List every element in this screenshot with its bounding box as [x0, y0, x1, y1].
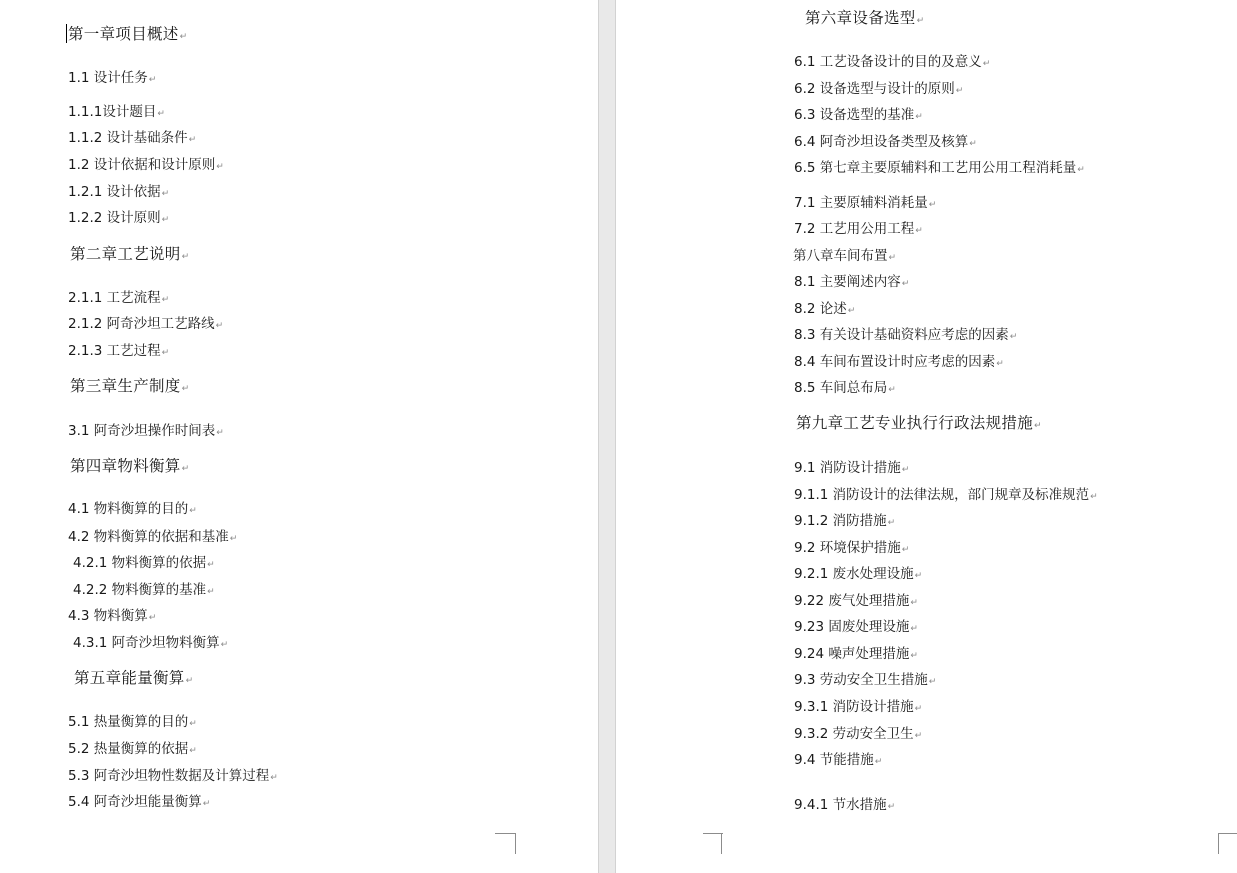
toc-entry[interactable]: 1.2 设计依据和设计原则 ↵ — [68, 157, 224, 175]
toc-entry[interactable]: 9.3 劳动安全卫生措施 ↵ — [794, 672, 936, 690]
chapter-heading[interactable]: 第三章生产制度 ↵ — [70, 377, 189, 398]
toc-entry[interactable]: 9.3.1 消防设计措施 ↵ — [794, 699, 922, 717]
toc-entry[interactable]: 4.3 物料衡算 ↵ — [68, 608, 156, 626]
toc-entry[interactable]: 8.1 主要阐述内容 ↵ — [794, 274, 909, 292]
text-cursor — [66, 24, 67, 43]
toc-entry[interactable]: 9.4.1 节水措施 ↵ — [794, 797, 895, 815]
chapter-heading[interactable]: 第九章工艺专业执行行政法规措施 ↵ — [796, 414, 1042, 435]
toc-entry[interactable]: 1.1 设计任务 ↵ — [68, 70, 156, 88]
toc-entry[interactable]: 2.1.1 工艺流程 ↵ — [68, 290, 169, 308]
toc-entry[interactable]: 9.1 消防设计措施 ↵ — [794, 460, 909, 478]
chapter-heading[interactable]: 第四章物料衡算 ↵ — [70, 457, 189, 478]
toc-entry[interactable]: 9.2 环境保护措施 ↵ — [794, 540, 909, 558]
toc-entry[interactable]: 1.1.1设计题目 ↵ — [68, 104, 165, 122]
toc-entry[interactable]: 1.1.2 设计基础条件 ↵ — [68, 130, 196, 148]
chapter-heading[interactable]: 第二章工艺说明 ↵ — [70, 245, 189, 266]
toc-entry[interactable]: 5.1 热量衡算的目的 ↵ — [68, 714, 197, 732]
toc-entry[interactable]: 9.24 噪声处理措施 ↵ — [794, 646, 918, 664]
corner-mark-icon — [703, 833, 722, 854]
toc-entry[interactable]: 3.1 阿奇沙坦操作时间表 ↵ — [68, 423, 224, 441]
toc-entry[interactable]: 8.2 论述 ↵ — [794, 301, 855, 319]
toc-entry[interactable]: 9.23 固废处理设施 ↵ — [794, 619, 918, 637]
document-page-left[interactable] — [0, 0, 598, 873]
toc-entry[interactable]: 6.3 设备选型的基准 ↵ — [794, 107, 923, 125]
corner-mark-icon — [1218, 833, 1237, 854]
toc-entry[interactable]: 9.2.1 废水处理设施 ↵ — [794, 566, 922, 584]
toc-entry[interactable]: 6.1 工艺设备设计的目的及意义 ↵ — [794, 54, 990, 72]
toc-entry[interactable]: 4.3.1 阿奇沙坦物料衡算 ↵ — [73, 635, 228, 653]
toc-entry[interactable]: 4.2.1 物料衡算的依据 ↵ — [73, 555, 215, 573]
toc-entry[interactable]: 1.2.1 设计依据 ↵ — [68, 184, 169, 202]
toc-entry[interactable]: 8.5 车间总布局 ↵ — [794, 380, 896, 398]
toc-entry[interactable]: 1.2.2 设计原则 ↵ — [68, 210, 169, 228]
toc-entry[interactable]: 6.5 第七章主要原辅料和工艺用公用工程消耗量 ↵ — [794, 160, 1085, 178]
corner-mark-icon — [495, 833, 516, 854]
toc-entry[interactable]: 第八章车间布置 ↵ — [793, 248, 896, 266]
toc-entry[interactable]: 4.1 物料衡算的目的 ↵ — [68, 501, 197, 519]
toc-entry[interactable]: 7.1 主要原辅料消耗量 ↵ — [794, 195, 936, 213]
toc-entry[interactable]: 9.4 节能措施 ↵ — [794, 752, 882, 770]
toc-entry[interactable]: 9.22 废气处理措施 ↵ — [794, 593, 918, 611]
toc-entry[interactable]: 9.1.1 消防设计的法律法规，部门规章及标准规范 ↵ — [794, 487, 1098, 505]
toc-entry[interactable]: 7.2 工艺用公用工程 ↵ — [794, 221, 923, 239]
page-gutter — [598, 0, 616, 873]
toc-entry[interactable]: 9.1.2 消防措施 ↵ — [794, 513, 895, 531]
document-page-right[interactable] — [616, 0, 1237, 873]
toc-entry[interactable]: 8.3 有关设计基础资料应考虑的因素 ↵ — [794, 327, 1017, 345]
toc-entry[interactable]: 5.3 阿奇沙坦物性数据及计算过程 ↵ — [68, 768, 278, 786]
toc-entry[interactable]: 2.1.3 工艺过程 ↵ — [68, 343, 169, 361]
toc-entry[interactable]: 5.2 热量衡算的依据 ↵ — [68, 741, 197, 759]
toc-entry[interactable]: 5.4 阿奇沙坦能量衡算 ↵ — [68, 794, 210, 812]
chapter-heading[interactable]: 第六章设备选型 ↵ — [805, 9, 924, 30]
toc-entry[interactable]: 2.1.2 阿奇沙坦工艺路线 ↵ — [68, 316, 223, 334]
toc-entry[interactable]: 6.2 设备选型与设计的原则 ↵ — [794, 81, 963, 99]
chapter-heading[interactable]: 第五章能量衡算 ↵ — [74, 669, 193, 690]
toc-entry[interactable]: 4.2 物料衡算的依据和基准 ↵ — [68, 529, 237, 547]
toc-entry[interactable]: 4.2.2 物料衡算的基准 ↵ — [73, 582, 215, 600]
toc-entry[interactable]: 6.4 阿奇沙坦设备类型及核算 ↵ — [794, 134, 977, 152]
chapter-heading[interactable]: 第一章项目概述 ↵ — [68, 25, 187, 46]
toc-entry[interactable]: 8.4 车间布置设计时应考虑的因素 ↵ — [794, 354, 1004, 372]
toc-entry[interactable]: 9.3.2 劳动安全卫生 ↵ — [794, 726, 922, 744]
